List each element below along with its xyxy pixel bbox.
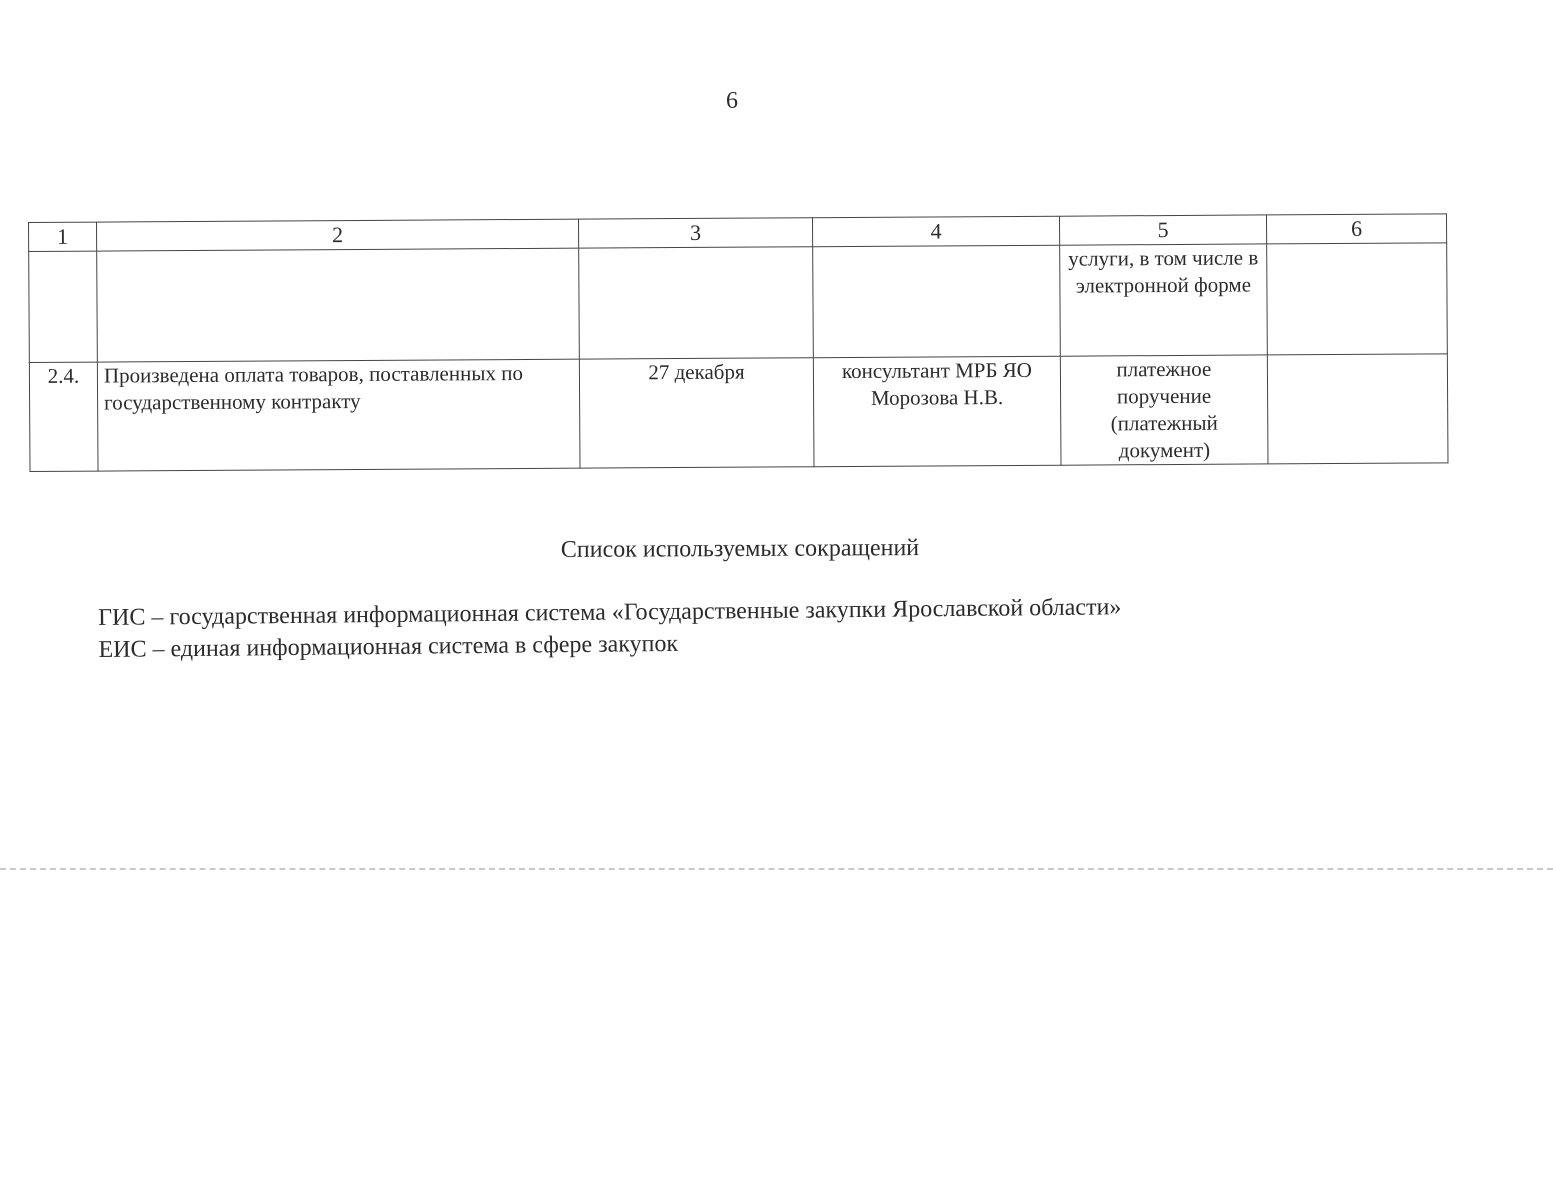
abbreviations-list [98,589,1299,666]
note-cell [1267,243,1448,355]
result-cell: услуги, в том числе в электронной форме [1060,244,1268,356]
responsible-cell: консультант МРБ ЯО Морозова Н.В. [813,356,1061,467]
header-cell: 6 [1266,214,1446,244]
header-cell: 5 [1059,215,1266,245]
note-cell [1267,354,1448,464]
row-number-cell: 2.4. [29,362,98,471]
deadline-cell: 27 декабря [579,358,814,468]
header-cell: 2 [97,219,579,251]
responsible-cell [813,245,1061,358]
table-row [29,354,1448,472]
plan-table-wrapper [28,213,1448,472]
action-cell [97,248,580,362]
row-number-cell [29,251,98,362]
abbreviation-item: ГИС – государственная информационная система «Государственные закупки Ярославской области» [98,594,1122,631]
plan-table [28,213,1449,472]
deadline-cell [579,247,814,359]
header-cell: 1 [29,222,97,251]
header-cell: 3 [578,218,812,248]
action-cell: Произведена оплата товаров, поставленных по государственному контракту [97,359,580,471]
table-row [29,243,1448,363]
page-number: 6 [726,88,738,114]
header-cell: 4 [812,216,1059,247]
abbreviations-title: Список используемых сокращений [560,535,920,563]
scan-artifact-line [0,868,1553,870]
result-cell: платежное поручение (платежный документ) [1060,355,1268,465]
abbreviation-item: ЕИС – единая информационная система в сфере закупок [98,630,679,663]
